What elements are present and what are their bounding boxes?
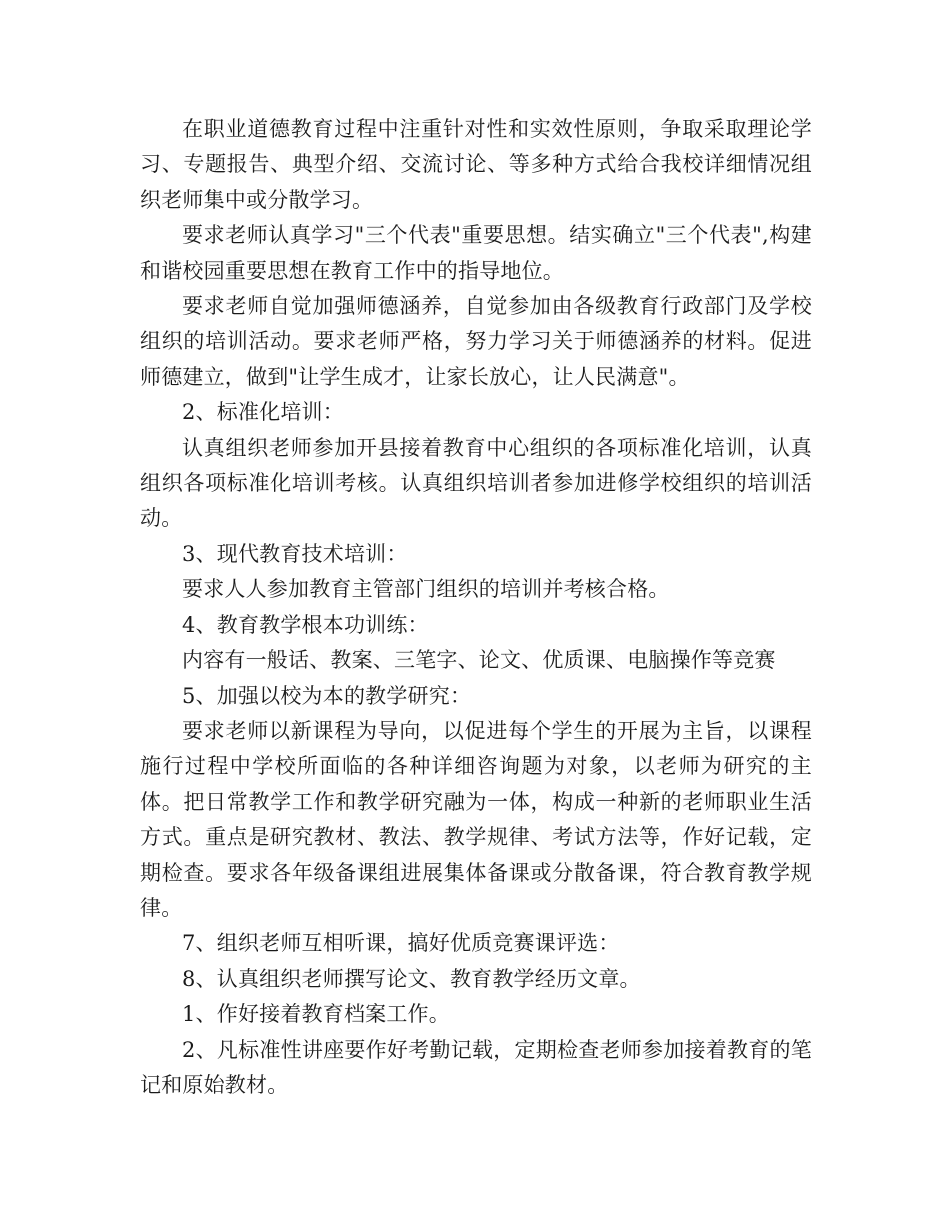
- paragraph: 在职业道德教育过程中注重针对性和实效性原则，争取采取理论学习、专题报告、典型介绍、交流讨论、等多种方式给合我校详细情况组织老师集中或分散学习。: [140, 117, 812, 212]
- section-heading: 7、组织老师互相听课，搞好优质竞赛课评选：: [182, 931, 620, 956]
- paragraph: 要求老师认真学习"三个代表"重要思想。结实确立"三个代表",构建和谐校园重要思想在教育工作中的指导地位。: [140, 223, 812, 283]
- paragraph: 内容有一般话、教案、三笔字、论文、优质课、电脑操作等竞赛: [182, 648, 776, 673]
- section-heading: 4、教育教学根本功训练：: [182, 612, 429, 637]
- paragraph: 要求老师以新课程为导向，以促进每个学生的开展为主旨，以课程施行过程中学校所面临的各种详细咨询题为对象，以老师为研究的主体。把日常教学工作和教学研究融为一体，构成一种新的老师职业生活方式。重点是研究教材、教法、教学规律、考试方法等，作好记载，定期检查。要求各年级备课组进展集体备课或分散备课，符合教育教学规律。: [140, 718, 812, 920]
- paragraph: 认真组织老师参加开县接着教育中心组织的各项标准化培训，认真组织各项标准化培训考核。认真组织培训者参加进修学校组织的培训活动。: [140, 435, 812, 531]
- paragraph: 要求老师自觉加强师德涵养，自觉参加由各级教育行政部门及学校组织的培训活动。要求老师严格，努力学习关于师德涵养的材料。促进师德建立，做到"让学生成才，让家长放心，让人民满意"。: [140, 294, 812, 389]
- section-heading: 2、标准化培训：: [182, 400, 344, 425]
- document-body: [140, 112, 812, 1103]
- paragraph: 2、凡标准性讲座要作好考勤记载，定期检查老师参加接着教育的笔记和原始教材。: [140, 1037, 812, 1097]
- section-heading: 5、加强以校为本的教学研究：: [182, 683, 472, 708]
- section-heading: 3、现代教育技术培训：: [182, 541, 408, 566]
- section-heading: 8、认真组织老师撰写论文、教育教学经历文章。: [182, 966, 641, 991]
- paragraph: 要求人人参加教育主管部门组织的培训并考核合格。: [182, 577, 670, 602]
- section-heading: 1、作好接着教育档案工作。: [182, 1002, 450, 1027]
